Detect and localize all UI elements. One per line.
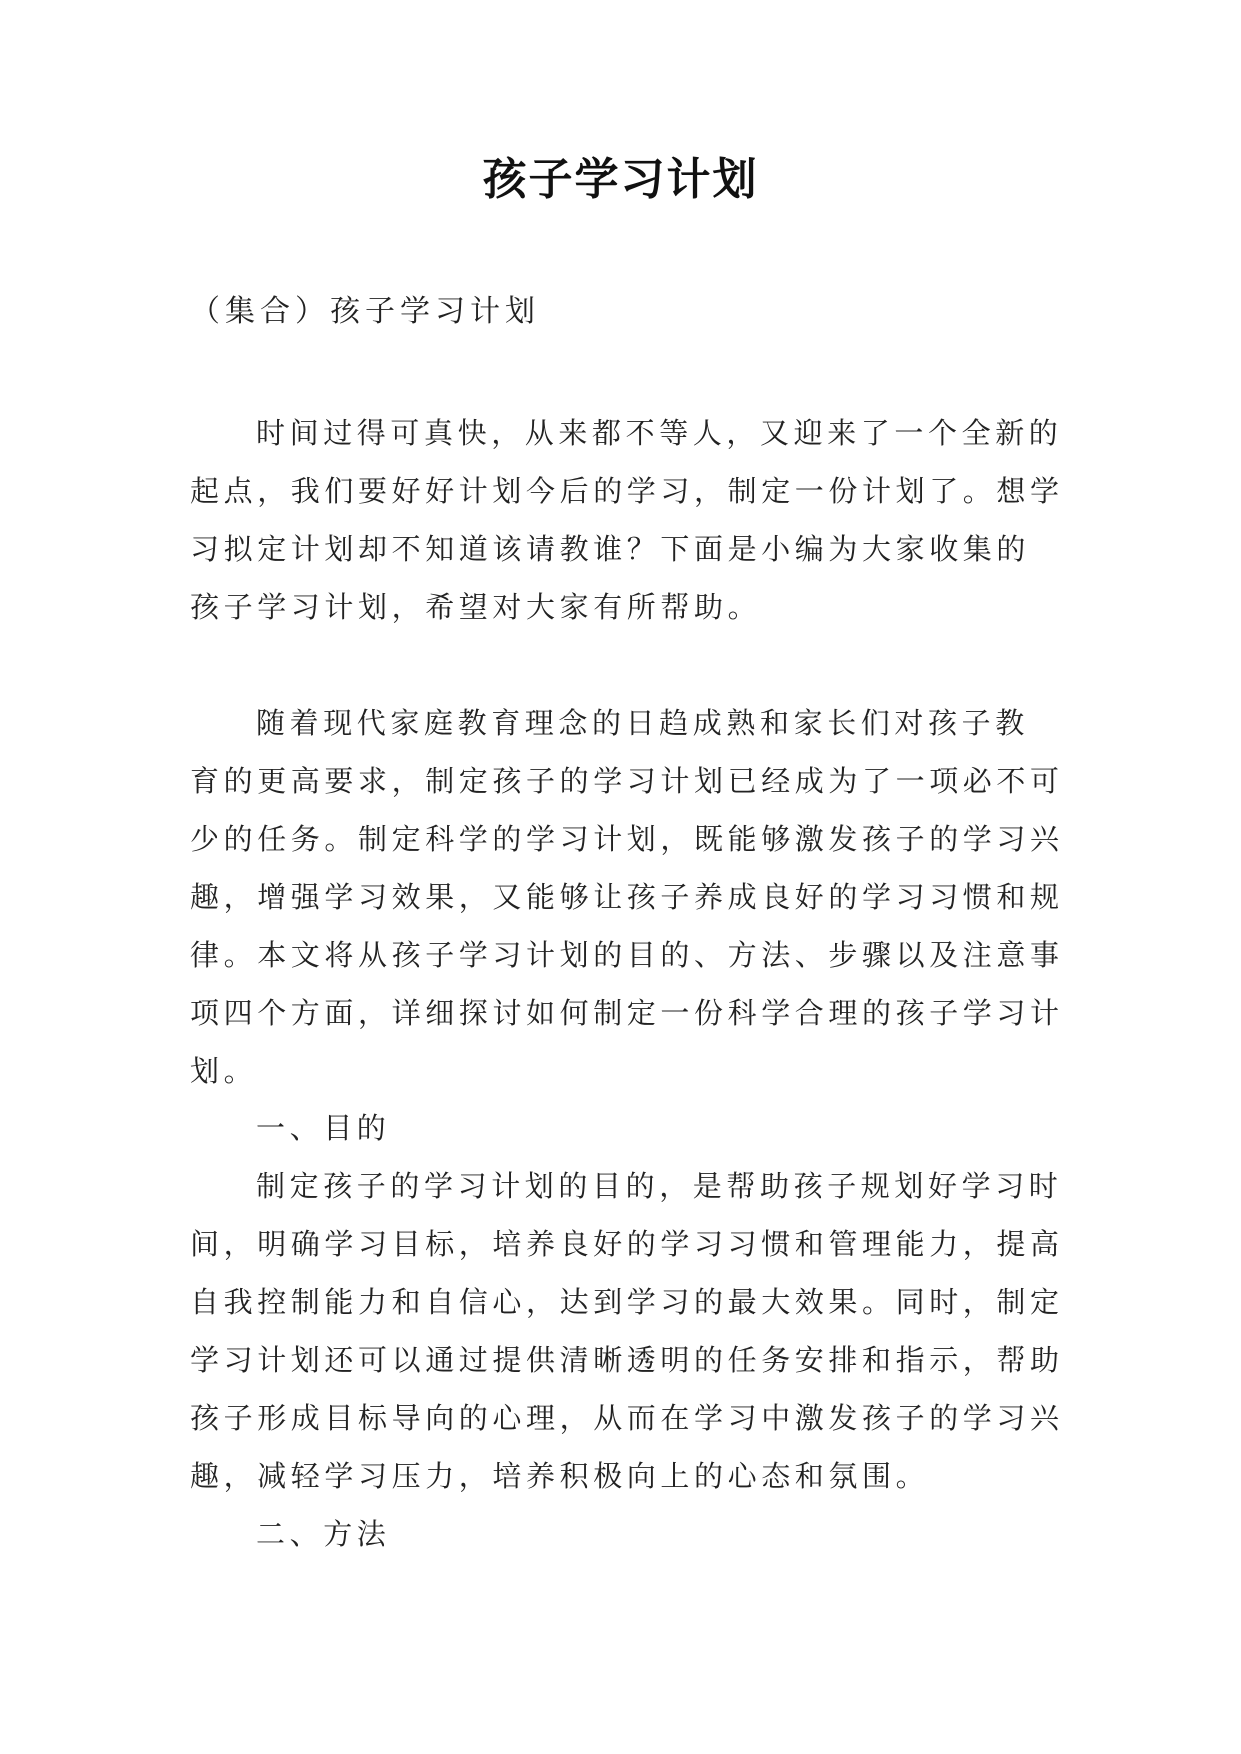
paragraph-line: 孩子学习计划，希望对大家有所帮助。 xyxy=(190,590,762,624)
paragraph-line: 间，明确学习目标，培养良好的学习习惯和管理能力，提高 xyxy=(190,1227,1064,1261)
paragraph-intro xyxy=(190,404,1064,636)
paragraph-line: 起点，我们要好好计划今后的学习，制定一份计划了。想学 xyxy=(190,474,1064,508)
section-heading-purpose xyxy=(190,1099,1055,1157)
paragraph-line: 孩子形成目标导向的心理，从而在学习中激发孩子的学习兴 xyxy=(190,1401,1064,1435)
paragraph-line: 趣，增强学习效果，又能够让孩子养成良好的学习习惯和规 xyxy=(190,880,1064,914)
paragraph-purpose xyxy=(190,1157,1064,1505)
paragraph-line: 自我控制能力和自信心，达到学习的最大效果。同时，制定 xyxy=(190,1285,1064,1319)
paragraph-line: 习拟定计划却不知道该请教谁？下面是小编为大家收集的 xyxy=(190,532,1031,566)
paragraph-line: 时间过得可真快，从来都不等人，又迎来了一个全新的 xyxy=(256,416,1063,450)
paragraph-line: 育的更高要求，制定孩子的学习计划已经成为了一项必不可 xyxy=(190,764,1064,798)
document-subtitle: （集合）孩子学习计划 xyxy=(190,294,540,329)
paragraph-line: 学习计划还可以通过提供清晰透明的任务安排和指示，帮助 xyxy=(190,1343,1064,1377)
section-heading-text: 二、方法 xyxy=(256,1517,391,1551)
paragraph-line: 项四个方面，详细探讨如何制定一份科学合理的孩子学习计 xyxy=(190,996,1064,1030)
paragraph-background xyxy=(190,694,1064,1100)
paragraph-line: 律。本文将从孩子学习计划的目的、方法、步骤以及注意事 xyxy=(190,938,1064,972)
paragraph-line: 划。 xyxy=(190,1054,258,1088)
paragraph-line: 趣，减轻学习压力，培养积极向上的心态和氛围。 xyxy=(190,1459,930,1493)
document-title: 孩子学习计划 xyxy=(482,154,759,205)
paragraph-line: 随着现代家庭教育理念的日趋成熟和家长们对孩子教 xyxy=(256,706,1029,740)
paragraph-line: 少的任务。制定科学的学习计划，既能够激发孩子的学习兴 xyxy=(190,822,1064,856)
section-heading-text: 一、目的 xyxy=(256,1111,391,1145)
paragraph-line: 制定孩子的学习计划的目的，是帮助孩子规划好学习时 xyxy=(256,1169,1063,1203)
section-heading-method xyxy=(190,1505,1055,1563)
